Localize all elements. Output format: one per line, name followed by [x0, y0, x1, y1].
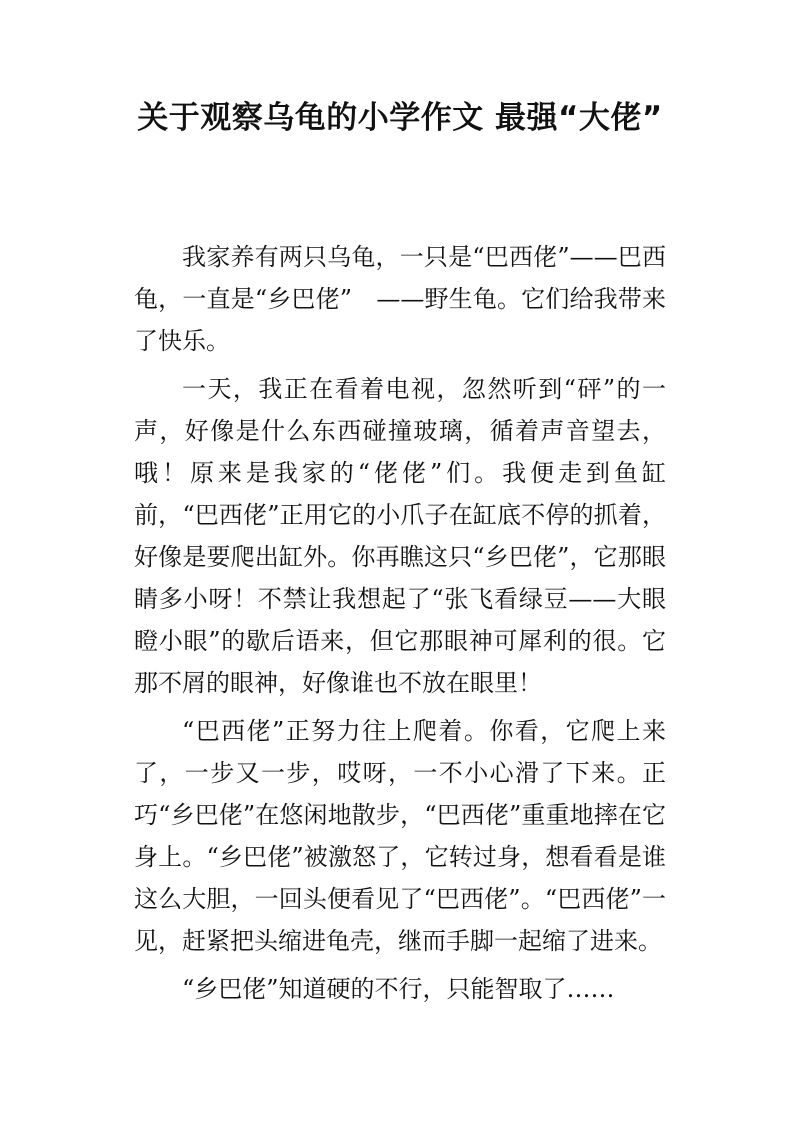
document-title: 关于观察乌龟的小学作文 最强“大佬”: [137, 100, 663, 136]
paragraph-1: 我家养有两只乌龟，一只是“巴西佬”——巴西龟，一直是“乡巴佬” ——野生龟。它们给我带来了快乐。: [134, 243, 666, 355]
paragraph-2: 一天，我正在看着电视，忽然听到“砰”的一声，好像是什么东西碰撞玻璃，循着声音望去，哦！原来是我家的“佬佬”们。我便走到鱼缸前，“巴西佬”正用它的小爪子在缸底不停的抓着，好像是要爬出缸外。你再瞧这只“乡巴佬”，它那眼睛多小呀！不禁让我想起了“张飞看绿豆——大眼瞪小眼”的歇后语来，但它那眼神可犀利的很。它那不屑的眼神，好像谁也不放在眼里！: [134, 375, 666, 697]
paragraph-4: “乡巴佬”知道硬的不行，只能智取了……: [182, 975, 615, 1003]
document-body: [134, 236, 666, 1016]
paragraph-3: “巴西佬”正努力往上爬着。你看，它爬上来了，一步又一步，哎呀，一不小心滑了下来。正巧“乡巴佬”在悠闲地散步，“巴西佬”重重地摔在它身上。“乡巴佬”被激怒了，它转过身，想看看是谁这么大胆，一回头便看见了“巴西佬”。“巴西佬”一见，赶紧把头缩进龟壳，继而手脚一起缩了进来。: [134, 717, 666, 955]
